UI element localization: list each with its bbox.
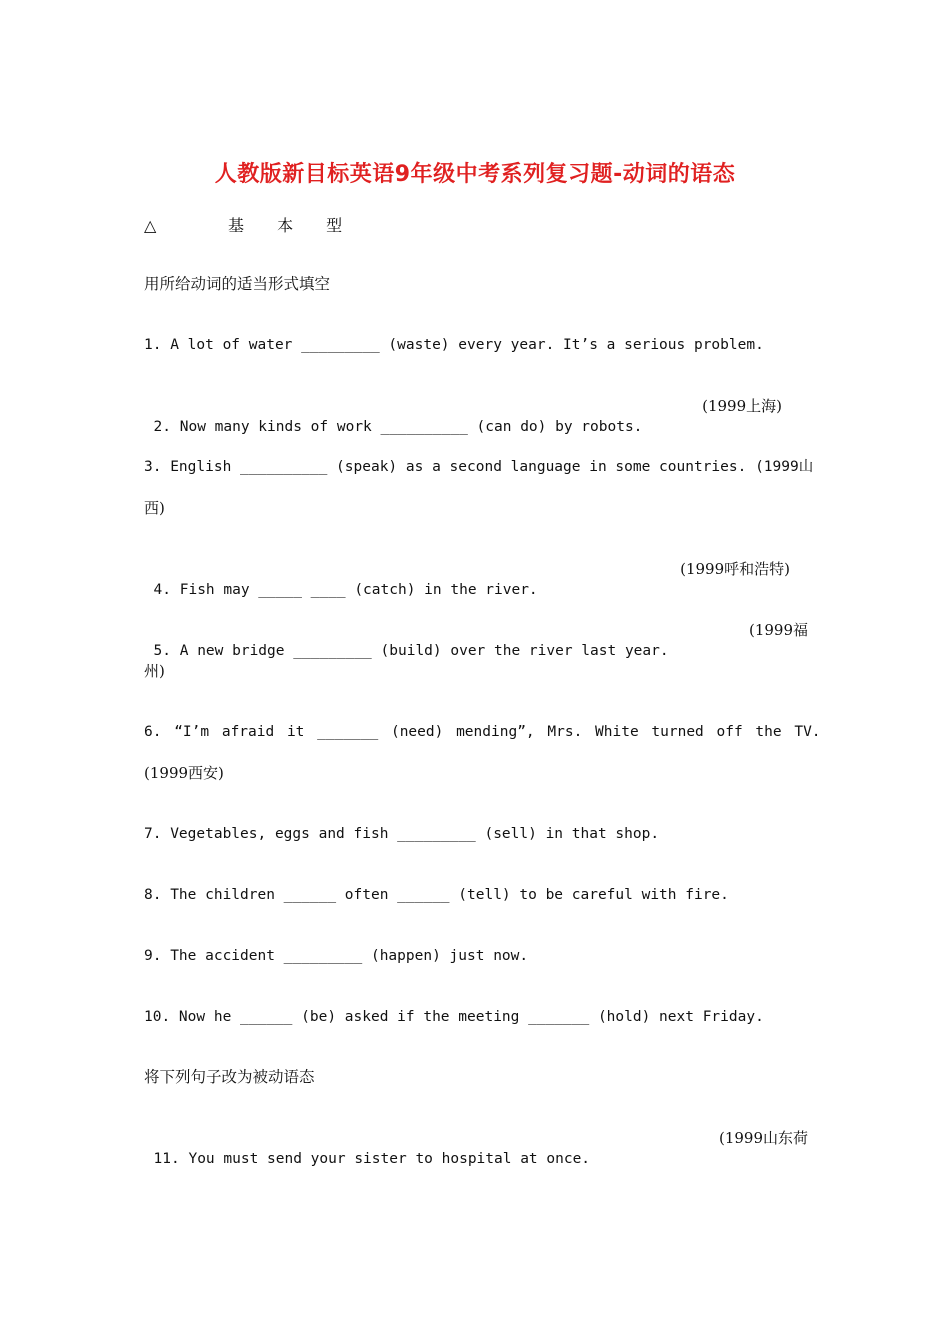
page-title: 人教版新目标英语9年级中考系列复习题-动词的语态 bbox=[214, 162, 736, 187]
question-8: 8. The children ______ often ______ (tell) to be careful with fire. bbox=[144, 887, 729, 903]
question-6-continuation: (1999西安) bbox=[144, 764, 224, 782]
question-11 bbox=[144, 1128, 808, 1189]
question-source: (1999呼和浩特) bbox=[680, 560, 790, 578]
question-5-continuation: 州) bbox=[144, 662, 165, 680]
question-10: 10. Now he ______ (be) asked if the meeting _______ (hold) next Friday. bbox=[144, 1009, 764, 1025]
question-source: (1999上海) bbox=[702, 397, 782, 415]
question-text: 5. A new bridge _________ (build) over the river last year. bbox=[153, 643, 669, 659]
question-3: 3. English __________ (speak) as a second language in some countries. (1999山 bbox=[144, 459, 814, 475]
triangle-icon: △ bbox=[144, 216, 157, 235]
instruction-fill: 用所给动词的适当形式填空 bbox=[144, 275, 331, 293]
question-3-continuation: 西) bbox=[144, 499, 165, 517]
instruction-passive: 将下列句子改为被动语态 bbox=[144, 1068, 315, 1086]
question-source: (1999山东荷 bbox=[718, 1129, 808, 1147]
question-text: 4. Fish may _____ ____ (catch) in the river. bbox=[153, 582, 538, 598]
question-2 bbox=[144, 396, 808, 457]
question-text: 2. Now many kinds of work __________ (can do) by robots. bbox=[153, 419, 643, 435]
question-1: 1. A lot of water _________ (waste) every year. It’s a serious problem. bbox=[144, 337, 764, 353]
question-7: 7. Vegetables, eggs and fish _________ (sell) in that shop. bbox=[144, 826, 660, 842]
question-9: 9. The accident _________ (happen) just now. bbox=[144, 948, 529, 964]
section-header bbox=[144, 213, 356, 236]
section-label: 基 本 型 bbox=[228, 216, 357, 235]
question-text: 11. You must send your sister to hospital at once. bbox=[153, 1151, 591, 1167]
question-4 bbox=[144, 559, 808, 620]
question-source: (1999福 bbox=[748, 621, 808, 639]
question-6: 6. “I’m afraid it _______ (need) mending”, Mrs. White turned off the TV. bbox=[144, 724, 821, 740]
